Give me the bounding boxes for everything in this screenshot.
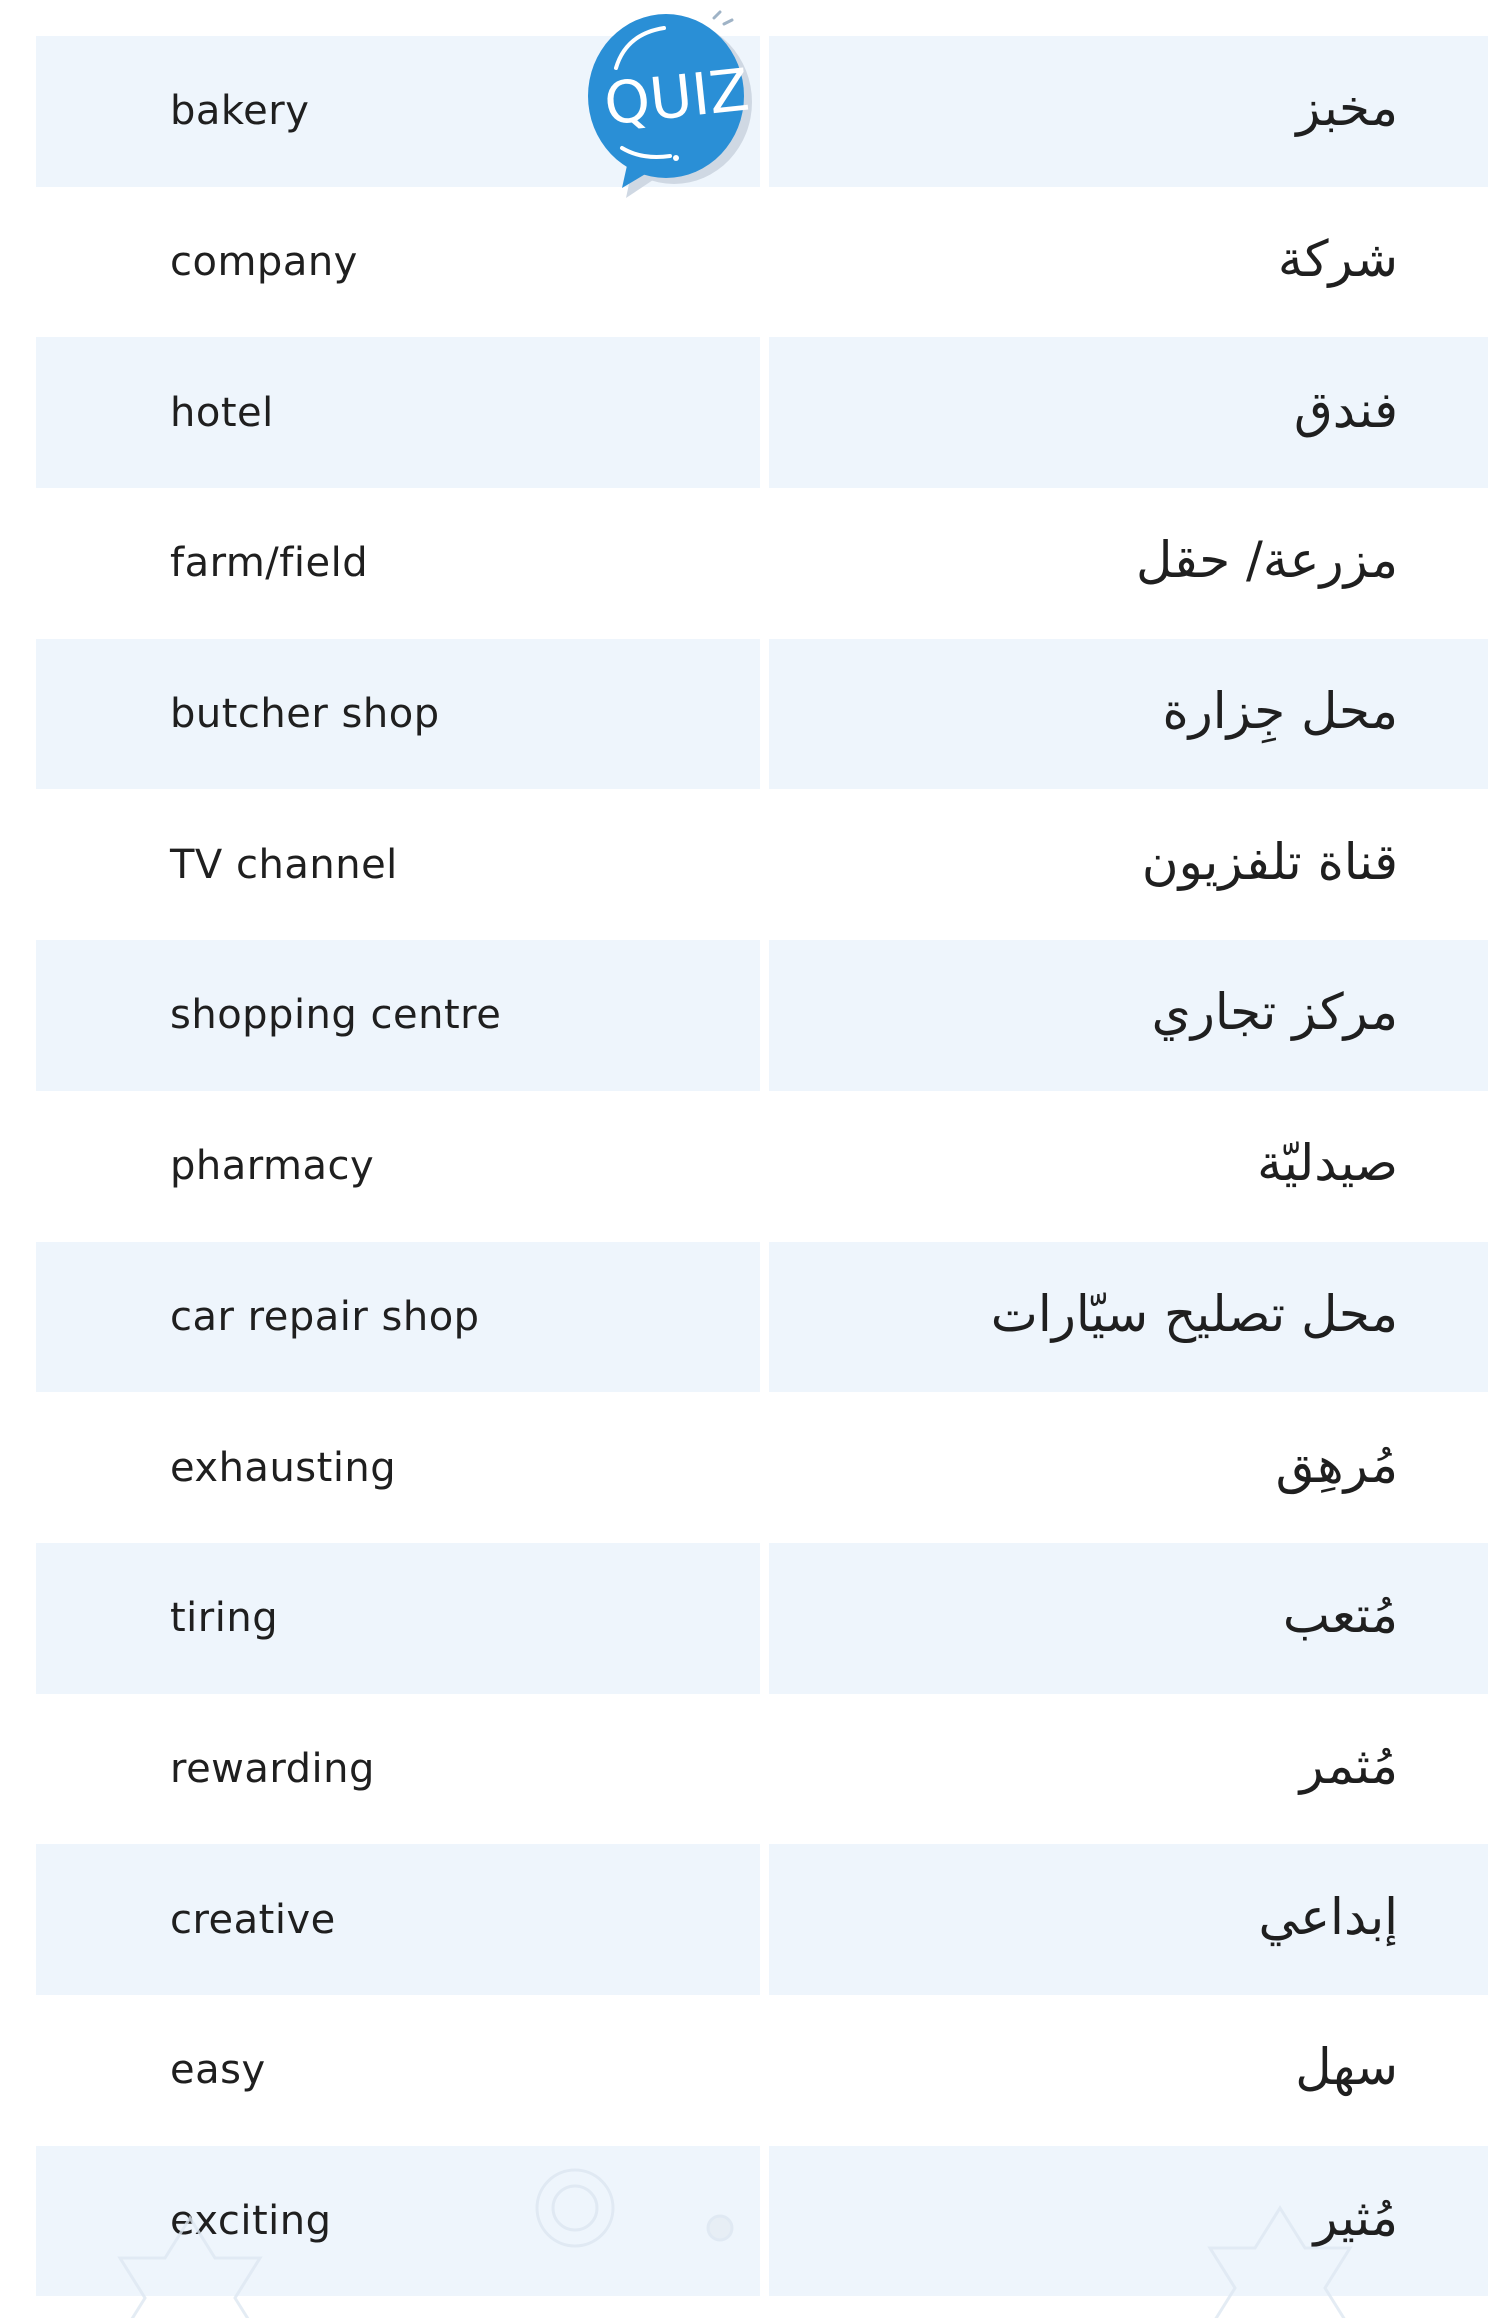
arabic-cell <box>769 940 1488 1091</box>
english-word: hotel <box>170 389 274 436</box>
arabic-cell <box>769 187 1488 338</box>
arabic-word: مركز تجاري <box>1151 983 1398 1042</box>
english-word: tiring <box>170 1595 279 1642</box>
english-word: creative <box>170 1896 336 1943</box>
english-cell <box>36 1091 760 1242</box>
vocab-row <box>0 1091 1488 1242</box>
arabic-word: قناة تلفزيون <box>1141 832 1398 891</box>
english-word: bakery <box>170 88 310 135</box>
english-cell <box>36 940 760 1091</box>
english-word: shopping centre <box>170 992 502 1039</box>
arabic-word: محل تصليح سيّارات <box>990 1284 1398 1343</box>
english-cell <box>36 337 760 488</box>
english-cell <box>36 2146 760 2297</box>
english-cell <box>36 639 760 790</box>
english-cell <box>36 187 760 338</box>
english-word: exhausting <box>170 1444 397 1491</box>
arabic-word: مُثير <box>1313 2189 1398 2248</box>
arabic-cell <box>769 1392 1488 1543</box>
english-word: easy <box>170 2047 266 2094</box>
english-word: TV channel <box>170 841 398 888</box>
vocab-row <box>0 337 1488 488</box>
arabic-word: مُثمر <box>1299 1737 1398 1796</box>
english-cell <box>36 1543 760 1694</box>
arabic-cell <box>769 2146 1488 2297</box>
english-word: butcher shop <box>170 691 440 738</box>
arabic-cell <box>769 789 1488 940</box>
arabic-word: محل جِزارة <box>1162 682 1398 741</box>
quiz-label: QUIZ <box>600 55 753 139</box>
english-word: company <box>170 239 358 286</box>
vocab-row <box>0 1392 1488 1543</box>
arabic-cell <box>769 639 1488 790</box>
english-word: car repair shop <box>170 1293 480 1340</box>
english-cell <box>36 1392 760 1543</box>
vocab-row <box>0 940 1488 1091</box>
english-cell <box>36 789 760 940</box>
vocab-row <box>0 1242 1488 1393</box>
vocab-row <box>0 1844 1488 1995</box>
english-cell <box>36 1995 760 2146</box>
vocab-row <box>0 1694 1488 1845</box>
arabic-word: فندق <box>1293 380 1398 439</box>
arabic-word: شركة <box>1277 230 1398 289</box>
arabic-word: إبداعي <box>1258 1887 1398 1946</box>
vocab-row <box>0 789 1488 940</box>
english-cell <box>36 1694 760 1845</box>
english-word: farm/field <box>170 540 369 587</box>
english-cell <box>36 488 760 639</box>
arabic-word: صيدليّة <box>1257 1134 1398 1193</box>
arabic-word: مخبز <box>1296 79 1398 138</box>
arabic-word: مُتعب <box>1282 1586 1398 1645</box>
vocab-row <box>0 1543 1488 1694</box>
english-cell <box>36 1242 760 1393</box>
arabic-cell <box>769 1844 1488 1995</box>
english-cell <box>36 1844 760 1995</box>
quiz-badge-icon[interactable] <box>586 10 756 200</box>
arabic-word: مزرعة/ حقل <box>1136 531 1398 590</box>
english-word: exciting <box>170 2197 332 2244</box>
arabic-cell <box>769 1694 1488 1845</box>
arabic-word: مُرهِق <box>1275 1435 1398 1494</box>
vocab-row <box>0 639 1488 790</box>
arabic-cell <box>769 36 1488 187</box>
arabic-word: سهل <box>1295 2038 1398 2097</box>
vocab-row <box>0 2146 1488 2297</box>
arabic-cell <box>769 1242 1488 1393</box>
vocab-row <box>0 187 1488 338</box>
arabic-cell <box>769 488 1488 639</box>
arabic-cell <box>769 337 1488 488</box>
arabic-cell <box>769 1091 1488 1242</box>
english-word: pharmacy <box>170 1143 375 1190</box>
arabic-cell <box>769 1995 1488 2146</box>
english-word: rewarding <box>170 1745 375 1792</box>
vocab-row <box>0 1995 1488 2146</box>
vocab-row <box>0 488 1488 639</box>
arabic-cell <box>769 1543 1488 1694</box>
vocabulary-table <box>0 36 1488 2296</box>
